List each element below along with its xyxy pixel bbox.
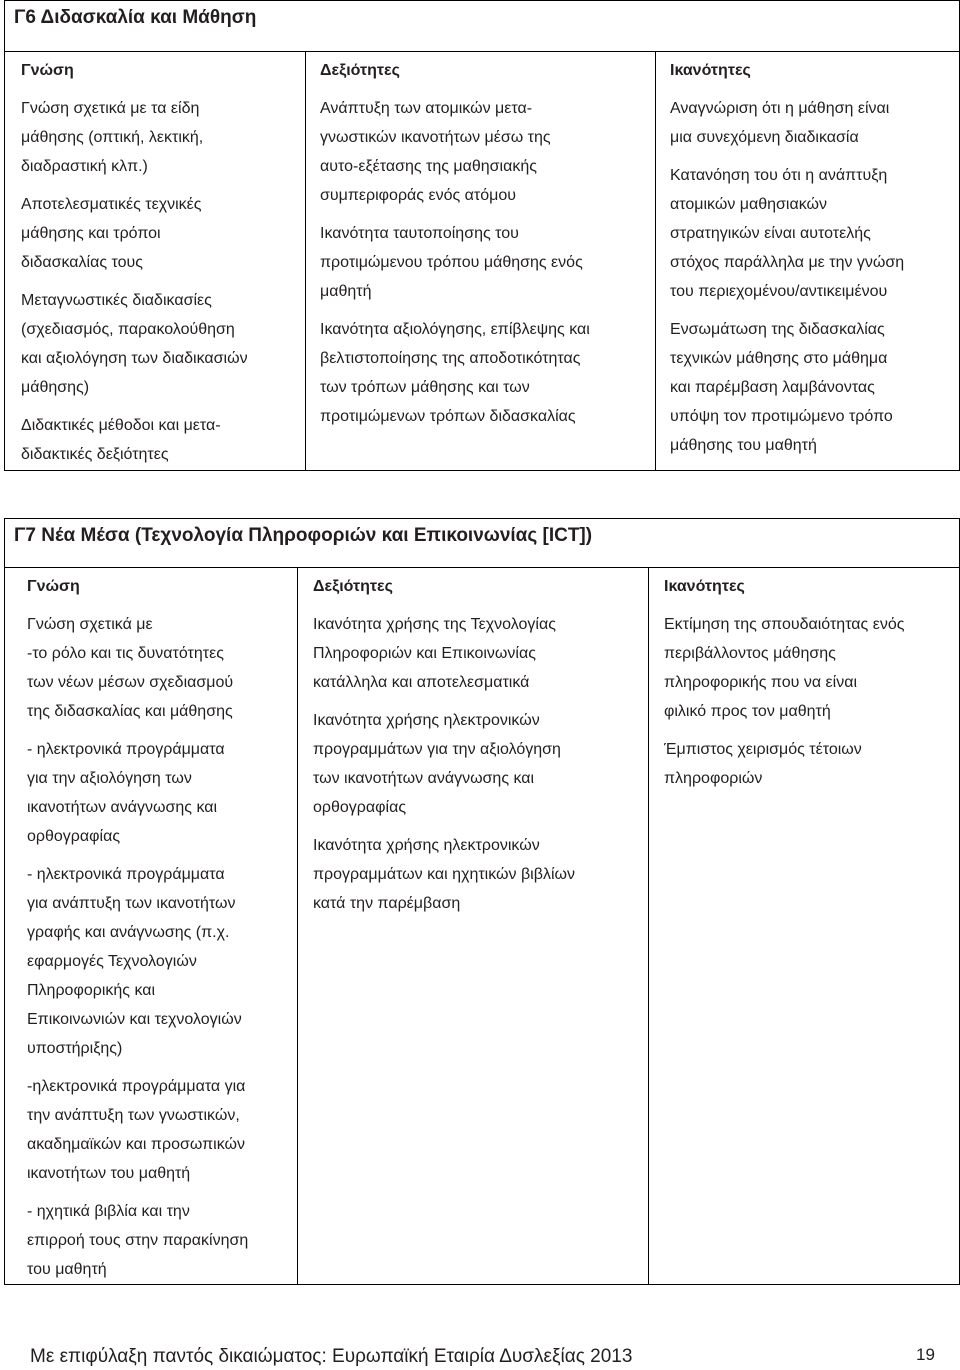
g7-competences-item: Εκτίμηση της σπουδαιότητας ενός περιβάλλοντος μάθησης πληροφορικής που να είναι φιλικό προς τον μαθητή	[664, 616, 905, 720]
g6-competences-item: Κατανόηση του ότι η ανάπτυξη ατομικών μαθησιακών στρατηγικών είναι αυτοτελής στόχος παράλληλα με την γνώση του περιεχομένου/αντικειμένου	[670, 167, 905, 300]
g6-skills-item: Ανάπτυξη των ατομικών μετα- γνωστικών ικανοτήτων μέσω της αυτο-εξέτασης της μαθησιακής συμπεριφοράς ενός ατόμου	[320, 100, 551, 204]
g6-competences-item: Αναγνώριση ότι η μάθηση είναι μια συνεχόμενη διαδικασία	[670, 100, 890, 146]
g6-competences-item: Ενσωμάτωση της διδασκαλίας τεχνικών μάθησης στο μάθημα και παρέμβαση λαμβάνοντας υπόψη τον προτιμώμενο τρόπο μάθησης του μαθητή	[670, 321, 893, 454]
g6-skills-column	[320, 56, 652, 431]
g7-competences-item: Έμπιστος χειρισμός τέτοιων πληροφοριών	[664, 741, 862, 787]
g6-skills-item: Ικανότητα ταυτοποίησης του προτιμώμενου τρόπου μάθησης ενός μαθητή	[320, 225, 583, 300]
g6-knowledge-header: Γνώση	[21, 62, 74, 79]
g6-knowledge-item: Μεταγνωστικές διαδικασίες (σχεδιασμός, παρακολούθηση και αξιολόγηση των διαδικασιών μάθησης)	[21, 292, 248, 396]
g7-column-divider-2	[648, 567, 649, 1285]
g7-skills-column	[313, 572, 645, 918]
g7-skills-item: Ικανότητα χρήσης ηλεκτρονικών προγραμμάτων για την αξιολόγηση των ικανοτήτων ανάγνωσης και ορθογραφίας	[313, 712, 561, 816]
g6-column-divider-1	[305, 51, 306, 471]
g7-knowledge-item: - ηλεκτρονικά προγράμματα για την αξιολόγηση των ικανοτήτων ανάγνωσης και ορθογραφίας	[27, 741, 225, 845]
g7-knowledge-item: Γνώση σχετικά με -το ρόλο και τις δυνατότητες των νέων μέσων σχεδιασμού της διδασκαλίας και μάθησης	[27, 616, 234, 720]
g7-skills-item: Ικανότητα χρήσης ηλεκτρονικών προγραμμάτων και ηχητικών βιβλίων κατά την παρέμβαση	[313, 837, 575, 912]
g7-competences-column	[664, 572, 956, 793]
g7-knowledge-header: Γνώση	[27, 578, 80, 595]
g7-skills-header: Δεξιότητες	[313, 578, 393, 595]
g6-competences-column	[670, 56, 955, 460]
g7-knowledge-item: - ηλεκτρονικά προγράμματα για ανάπτυξη των ικανοτήτων γραφής και ανάγνωσης (π.χ. εφαρμογές Τεχνολογιών Πληροφορικής και Επικοινωνιών και τεχνολογιών υποστήριξης)	[27, 866, 242, 1057]
copyright-footer: Με επιφύλαξη παντός δικαιώματος: Ευρωπαϊκή Εταιρία Δυσλεξίας 2013	[30, 1346, 633, 1367]
g6-knowledge-column	[21, 56, 301, 469]
g6-column-divider-2	[655, 51, 656, 471]
g6-knowledge-item: Γνώση σχετικά με τα είδη μάθησης (οπτική, λεκτική, διαδραστική κλπ.)	[21, 100, 204, 175]
g6-knowledge-item: Διδακτικές μέθοδοι και μετα- διδακτικές δεξιότητες	[21, 417, 221, 463]
g6-title-divider	[4, 51, 960, 52]
g7-knowledge-column	[27, 572, 295, 1284]
g7-skills-item: Ικανότητα χρήσης της Τεχνολογίας Πληροφοριών και Επικοινωνίας κατάλληλα και αποτελεσματικά	[313, 616, 556, 691]
g7-section-title: Γ7 Νέα Μέσα (Τεχνολογία Πληροφοριών και Επικοινωνίας [ICT])	[14, 525, 593, 546]
g6-skills-item: Ικανότητα αξιολόγησης, επίβλεψης και βελτιστοποίησης της αποδοτικότητας των τρόπων μάθησης και των προτιμώμενων τρόπων διδασκαλίας	[320, 321, 590, 425]
g7-competences-header: Ικανότητες	[664, 578, 745, 595]
g7-column-divider-1	[297, 567, 298, 1285]
g7-knowledge-item: -ηλεκτρονικά προγράμματα για την ανάπτυξη των γνωστικών, ακαδημαϊκών και προσωπικών ικανοτήτων του μαθητή	[27, 1078, 246, 1182]
g6-section-title: Γ6 Διδασκαλία και Μάθηση	[14, 7, 257, 28]
g6-skills-header: Δεξιότητες	[320, 62, 400, 79]
g7-title-divider	[4, 567, 960, 568]
g6-knowledge-item: Αποτελεσματικές τεχνικές μάθησης και τρόποι διδασκαλίας τους	[21, 196, 202, 271]
page-number: 19	[916, 1345, 935, 1364]
g7-knowledge-item: - ηχητικά βιβλία και την επιρροή τους στην παρακίνηση του μαθητή	[27, 1203, 249, 1278]
g6-competences-header: Ικανότητες	[670, 62, 751, 79]
